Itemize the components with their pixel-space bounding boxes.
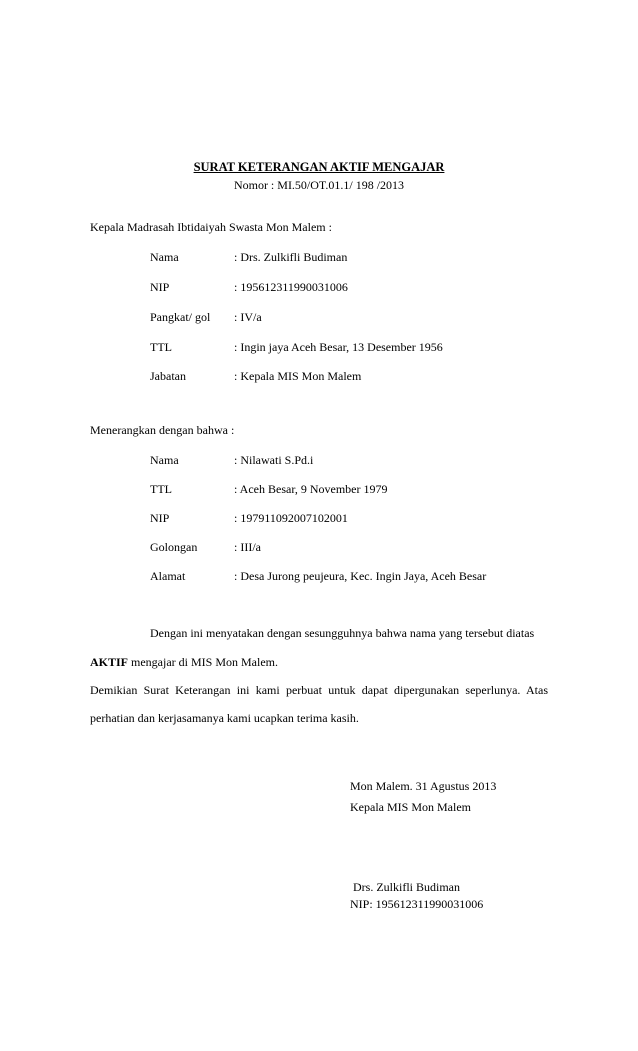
head-field-value: : 195612311990031006 xyxy=(234,280,348,294)
head-field-label: Pangkat/ gol xyxy=(150,310,211,324)
head-field-value: : IV/a xyxy=(234,310,262,324)
signature-position: Kepala MIS Mon Malem xyxy=(350,800,471,814)
teacher-field-value: : Nilawati S.Pd.i xyxy=(234,453,314,467)
letter-title: SURAT KETERANGAN AKTIF MENGAJAR xyxy=(193,160,445,174)
statement-line: Dengan ini menyatakan dengan sesungguhnya bahwa nama yang tersebut diatas xyxy=(150,626,535,640)
head-field-label: Jabatan xyxy=(150,369,186,383)
signature-name: Drs. Zulkifli Budiman xyxy=(350,880,460,894)
signature-nip: NIP: 195612311990031006 xyxy=(350,897,484,911)
teacher-field-value: : 197911092007102001 xyxy=(234,511,348,525)
head-field-value: : Ingin jaya Aceh Besar, 13 Desember 1956 xyxy=(234,340,443,354)
head-field-value: : Drs. Zulkifli Budiman xyxy=(234,250,348,264)
teacher-field-label: NIP xyxy=(150,511,170,525)
teacher-field-value: : Aceh Besar, 9 November 1979 xyxy=(234,482,388,496)
letter-number: Nomor : MI.50/OT.01.1/ 198 /2013 xyxy=(233,178,405,192)
closing-line: perhatian dan kerjasamanya kami ucapkan terima kasih. xyxy=(90,711,359,725)
active-keyword: AKTIF xyxy=(90,655,129,669)
signature-place-date: Mon Malem. 31 Agustus 2013 xyxy=(350,779,497,793)
teacher-field-label: Nama xyxy=(150,453,179,467)
statement-line xyxy=(90,655,278,669)
head-field-label: NIP xyxy=(150,280,170,294)
intro-text: Kepala Madrasah Ibtidaiyah Swasta Mon Malem : xyxy=(90,220,332,234)
head-field-value: : Kepala MIS Mon Malem xyxy=(234,369,362,383)
active-line-rest: mengajar di MIS Mon Malem. xyxy=(128,655,278,669)
teacher-field-label: Alamat xyxy=(150,569,186,583)
declaration-text: Menerangkan dengan bahwa : xyxy=(90,423,235,437)
teacher-field-value: : III/a xyxy=(234,540,261,554)
head-field-label: Nama xyxy=(150,250,179,264)
head-field-label: TTL xyxy=(150,340,172,354)
closing-line: Demikian Surat Keterangan ini kami perbuat untuk dapat dipergunakan seperlunya. Atas xyxy=(90,683,548,697)
teacher-field-label: TTL xyxy=(150,482,172,496)
teacher-field-value: : Desa Jurong peujeura, Kec. Ingin Jaya, Aceh Besar xyxy=(234,569,487,583)
teacher-field-label: Golongan xyxy=(150,540,198,554)
